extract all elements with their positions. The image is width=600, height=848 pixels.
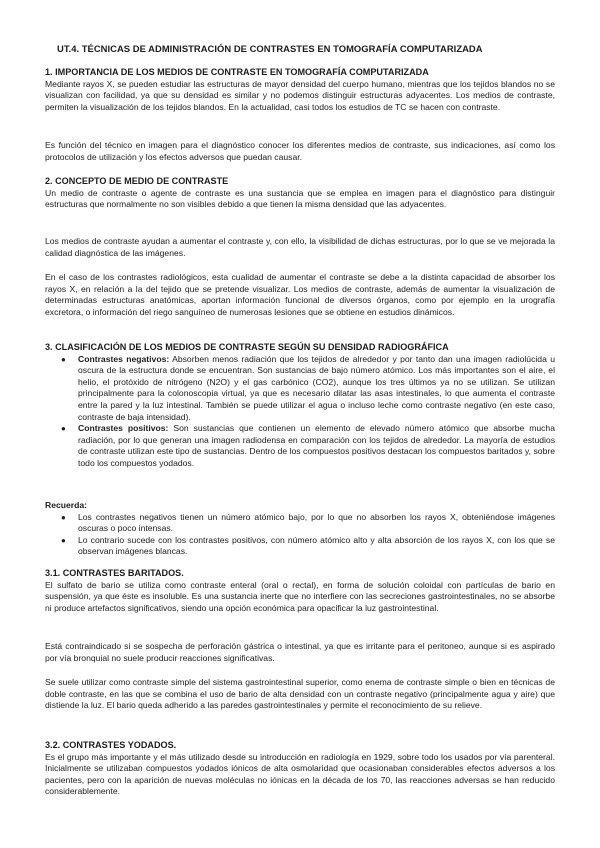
list-item-term: Contrastes negativos: xyxy=(78,353,170,364)
list-item-text: Los contrastes negativos tienen un número atómico bajo, por lo que no absorben los rayos X, obteniéndose imágenes oscuras o poco intensas. xyxy=(78,511,555,534)
section-3-1-paragraph-3: Se suele utilizar como contraste simple del sistema gastrointestinal superior, como enema de contraste simple o bien en técnicas de doble contraste, en las que se combina el uso de bario de alta densidad con un contraste negativo (principalmente agua y aire) que distiende la luz. El bario queda adherido a las paredes gastrointestinales y permite el reconocimiento de su relieve. xyxy=(45,677,555,711)
bullet-icon: ● xyxy=(61,535,66,545)
section-2-heading: 2. CONCEPTO DE MEDIO DE CONTRASTE xyxy=(45,176,229,186)
section-3-1c xyxy=(45,677,555,712)
document-title: UT.4. TÉCNICAS DE ADMINISTRACIÓN DE CONTRASTES EN TOMOGRAFÍA COMPUTARIZADA xyxy=(57,43,483,54)
section-3-1b xyxy=(45,641,555,664)
section-3-2-paragraph-1: Es el grupo más importante y el más utilizado desde su introducción en radiología en 1929, sobre todo los usados por vía parenteral. Inicialmente se utilizaban compuestos yodados iónicos de alta osmolaridad que ocasionaban considerables efectos adversos a los pacientes, pero con la aparición de nuevas moléculas no iónicas en la década de los 70, las reacciones adversas se han reducido considerablemente. xyxy=(45,751,555,797)
section-2 xyxy=(45,176,555,211)
list-item xyxy=(45,512,555,535)
list-item-term: Contrastes positivos: xyxy=(78,423,169,434)
section-2-paragraph-3: En el caso de los contrastes radiológicos, esta cualidad de aumentar el contraste se debe a la distinta capacidad de absorber los rayos X, en relación a la del tejido que se pretende visualizar. Los medios de contraste, además de aumentar la visualización de determinadas estructuras anatómicas, aportan información funcional de diversos órganos, como por ejemplo en la urografía excretora, o información del riego sanguíneo de numerosas lesiones que se obtiene en estudios dinámicos. xyxy=(45,272,555,317)
list-item xyxy=(45,535,555,558)
list-item-text: Lo contrario sucede con los contrastes positivos, con número atómico alto y alta absorción de los rayos X, con los que se observan imágenes blancas. xyxy=(78,534,555,557)
bullet-icon: ● xyxy=(61,354,66,364)
reminder-list xyxy=(45,512,555,558)
section-2-paragraph-1: Un medio de contraste o agente de contraste es una sustancia que se emplea en imagen para el diagnóstico para distinguir estructuras que normalmente no son visibles debido a que tienen la misma densidad que las adyacentes. xyxy=(45,187,555,210)
reminder-box xyxy=(45,500,555,558)
section-3-heading: 3. CLASIFICACIÓN DE LOS MEDIOS DE CONTRASTE SEGÚN SU DENSIDAD RADIOGRÁFICA xyxy=(45,342,449,352)
section-3-2-heading: 3.2. CONTRASTES YODADOS. xyxy=(45,740,177,750)
list-item xyxy=(45,423,555,469)
list-item xyxy=(45,354,555,424)
section-1 xyxy=(45,67,555,113)
density-classification-list xyxy=(45,354,555,470)
section-3-1-paragraph-2: Está contraindicado si se sospecha de perforación gástrica o intestinal, ya que es irritante para el peritoneo, aunque si es aspirado por vía bronquial no suele producir reacciones significativas. xyxy=(45,641,555,663)
list-item-text: Absorben menos radiación que los tejidos de alrededor y por tanto dan una imagen radiolúcida u oscura de la estructura donde se encuentran. Son sustancias de bajo número atómico. Los más importantes son el aire, el helio, el protóxido de nitrógeno (N2O) y el gas carbónico (CO2), aunque los tres últimos ya no se utilizan. Se utilizan principalmente para la colonoscopia virtual, ya que es necesario dilatar las asas intestinales, lo que aumenta el contraste entre la pared y la luz intestinal. También se puede utilizar el agua o incluso leche como contraste negativo (en este caso, contraste de baja intensidad). xyxy=(78,353,555,422)
reminder-label: Recuerda: xyxy=(45,500,88,510)
list-item-text: Son sustancias que contienen un elemento de elevado número atómico que absorbe mucha radiación, por lo que generan una imagen radiodensa en comparación con los tejidos de alrededor. La mayoría de estudios de contraste utilizan este tipo de sustancias. Dentro de los compuestos positivos destacan los compuestos baritados y, sobre todo los compuestos yodados. xyxy=(78,423,555,468)
section-3-1-heading: 3.1. CONTRASTES BARITADOS. xyxy=(45,568,184,578)
bullet-icon: ● xyxy=(61,424,66,434)
section-1b xyxy=(45,140,555,163)
section-1-paragraph-2: Es función del técnico en imagen para el diagnóstico conocer los diferentes medios de contraste, sus indicaciones, así como los protocolos de utilización y los efectos adversos que puedan causar. xyxy=(45,140,555,162)
section-1-paragraph-1: Mediante rayos X, se pueden estudiar las estructuras de mayor densidad del cuerpo humano, mientras que los tejidos blandos no se visualizan con facilidad, ya que su densidad es similar y no podemos distinguir estructuras adyacentes. Los medios de contraste, permiten la visualización de los tejidos blandos. En la actualidad, casi todos los estudios de TC se hacen con contraste. xyxy=(45,78,555,112)
bullet-icon: ● xyxy=(61,512,66,522)
section-3-1 xyxy=(45,568,555,614)
section-3 xyxy=(45,342,555,470)
section-3-1-paragraph-1: El sulfato de bario se utiliza como contraste enteral (oral o rectal), en forma de solución coloidal con partículas de bario en suspensión, ya que éste es insoluble. Es una sustancia inerte que no interfiere con las secreciones gastrointestinales, no se absorbe ni produce artefactos significativos, siendo una opción económica para opacificar la luz gastrointestinal. xyxy=(45,579,555,613)
section-1-heading: 1. IMPORTANCIA DE LOS MEDIOS DE CONTRASTE EN TOMOGRAFÍA COMPUTARIZADA xyxy=(45,67,429,77)
section-2c xyxy=(45,272,555,318)
section-3-2 xyxy=(45,740,555,798)
section-2b xyxy=(45,236,555,259)
section-2-paragraph-2: Los medios de contraste ayudan a aumentar el contraste y, con ello, la visibilidad de dichas estructuras, por lo que se ve mejorada la calidad diagnóstica de las imágenes. xyxy=(45,236,555,258)
